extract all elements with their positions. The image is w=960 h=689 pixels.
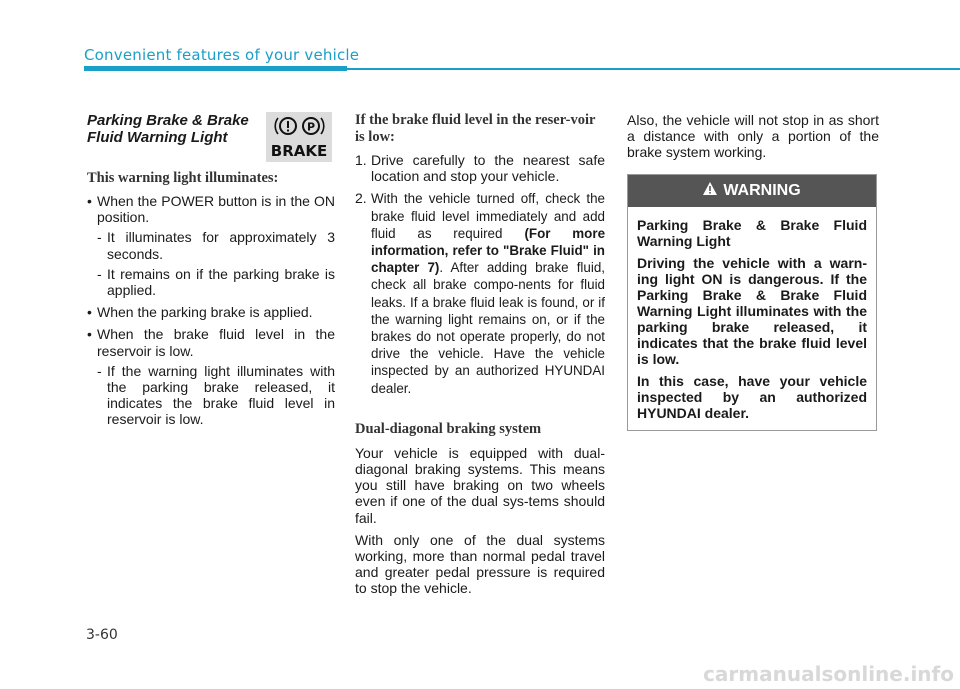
warning-title: Parking Brake & Brake Fluid Warning Light [637,217,867,249]
column3-paragraph: Also, the vehicle will not stop in as short a distance with only a portion of the brake system working. [627,112,879,161]
svg-text:BRAKE: BRAKE [270,142,328,160]
list-item: • When the parking brake is applied. [87,304,335,320]
brake-warning-icon [266,112,332,162]
dual-diagonal-heading: Dual-diagonal braking system [355,420,542,437]
header-rule [347,68,960,70]
list-item: - It remains on if the parking brake is applied. [97,265,335,299]
list-item: - It illuminates for approximately 3 seconds. [97,229,335,262]
column-middle [355,112,605,597]
fluid-low-heading: If the brake fluid level in the reser-voir is low: [355,112,596,145]
list-item: • When the POWER button is in the ON position. [87,193,335,225]
list-item: - If the warning light illuminates with the parking brake released, it indicates the brake fluid level in reservoir is low. [97,362,335,428]
dual-paragraph-1: Your vehicle is equipped with dual-diagonal braking systems. This means you still have braking on two wheels even if one of the dual sys-tems should fail. [355,444,605,526]
warning-box [627,174,877,431]
list-item: • When the brake fluid level in the reservoir is low. [87,326,335,358]
header-accent-bar [84,66,347,71]
warning-label: WARNING [723,182,801,199]
column-right [627,112,879,161]
list-item: 2. With the vehicle turned off, check the brake fluid level immediately and add fluid as required (For more information, refer to "Brake Fluid" in chapter 7). After adding brake fluid, check all brake compo-nents for fluid leaks. If a brake fluid leak is found, or if the warning light remains on, or if the brakes do not operate properly, do not drive the vehicle. Have the vehicle inspected by an authorized HYUNDAI dealer. [355,190,606,396]
section-title: Parking Brake & Brake Fluid Warning Light [87,112,249,146]
list-item: 1. Drive carefully to the nearest safe location and stop your vehicle. [355,152,605,185]
watermark: carmanualsonline.info [703,662,954,686]
warning-header [628,175,876,207]
page-number: 3-60 [86,627,118,643]
illuminates-heading: This warning light illuminates: [87,170,279,186]
section-header-title: Convenient features of your vehicle [84,46,360,64]
warning-paragraph-1: Driving the vehicle with a warn-ing light ON is dangerous. If the Parking Brake & Brake Fluid Warning Light illuminates with the parking brake released, it indicates that the brake fluid level is low. [637,255,867,367]
warning-paragraph-2: In this case, have your vehicle inspected by an authorized HYUNDAI dealer. [637,373,867,421]
warning-triangle-icon [703,182,717,200]
dual-paragraph-2: With only one of the dual systems working, more than normal pedal travel and greater pedal pressure is required to stop the vehicle. [355,531,605,597]
svg-text:P: P [306,120,316,134]
